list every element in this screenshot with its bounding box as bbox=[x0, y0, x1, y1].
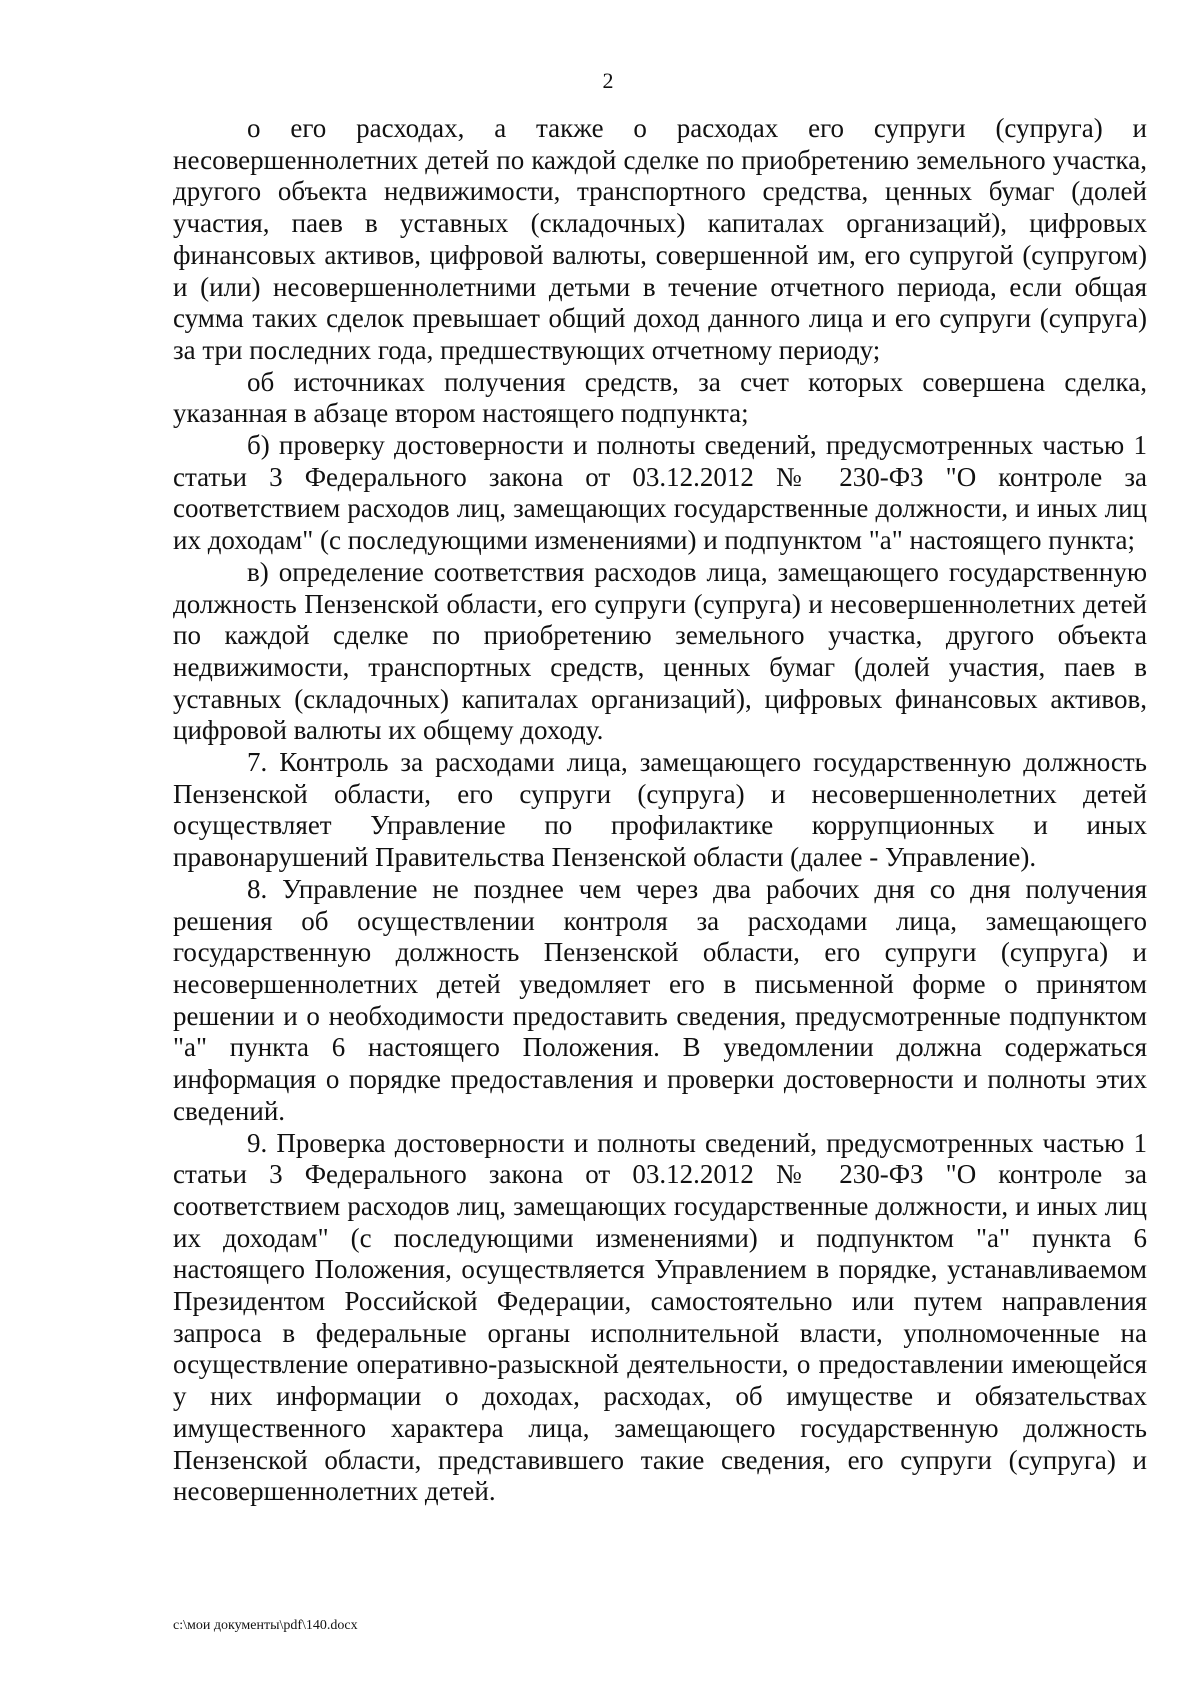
paragraph-sources-of-funds: об источниках получения средств, за счет которых совершена сделка, указанная в абзаце втором настоящего подпункта; bbox=[173, 366, 1147, 429]
paragraph-subitem-v: в) определение соответствия расходов лица, замещающего государственную должность Пензенской области, его супруги (супруга) и несовершеннолетних детей по каждой сделке по приобретению земельного участка, другого объекта недвижимости, транспортных средств, ценных бумаг (долей участия, паев в уставных (складочных) капиталах организаций), цифровых финансовых активов, цифровой валюты их общему доходу. bbox=[173, 556, 1147, 746]
paragraph-item-8: 8. Управление не позднее чем через два рабочих дня со дня получения решения об осуществлении контроля за расходами лица, замещающего государственную должность Пензенской области, его супруги (супруга) и несовершеннолетних детей уведомляет его в письменной форме о принятом решении и о необходимости предоставить сведения, предусмотренные подпунктом "а" пункта 6 настоящего Положения. В уведомлении должна содержаться информация о порядке предоставления и проверки достоверности и полноты этих сведений. bbox=[173, 873, 1147, 1126]
footer-file-path: c:\мои документы\pdf\140.docx bbox=[173, 1618, 358, 1633]
paragraph-item-7: 7. Контроль за расходами лица, замещающего государственную должность Пензенской области, его супруги (супруга) и несовершеннолетних детей осуществляет Управление по профилактике коррупционных и иных правонарушений Правительства Пензенской области (далее - Управление). bbox=[173, 747, 1147, 873]
document-body bbox=[173, 113, 1147, 1508]
paragraph-subitem-b: б) проверку достоверности и полноты сведений, предусмотренных частью 1 статьи 3 Федерального закона от 03.12.2012 № 230-ФЗ "О контроле за соответствием расходов лиц, замещающих государственные должности, и иных лиц их доходам" (с последующими изменениями) и подпунктом "а" настоящего пункта; bbox=[173, 430, 1147, 556]
page-number: 2 bbox=[602, 68, 614, 93]
paragraph-expenses: о его расходах, а также о расходах его супруги (супруга) и несовершеннолетних детей по каждой сделке по приобретению земельного участка, другого объекта недвижимости, транспортного средства, ценных бумаг (долей участия, паев в уставных (складочных) капиталах организаций), цифровых финансовых активов, цифровой валюты, совершенной им, его супругой (супругом) и (или) несовершеннолетними детьми в течение отчетного периода, если общая сумма таких сделок превышает общий доход данного лица и его супруги (супруга) за три последних года, предшествующих отчетному периоду; bbox=[173, 113, 1147, 365]
paragraph-item-9: 9. Проверка достоверности и полноты сведений, предусмотренных частью 1 статьи 3 Федерального закона от 03.12.2012 № 230-ФЗ "О контроле за соответствием расходов лиц, замещающих государственные должности, и иных лиц их доходам" (с последующими изменениями) и подпунктом "а" пункта 6 настоящего Положения, осуществляется Управлением в порядке, устанавливаемом Президентом Российской Федерации, самостоятельно или путем направления запроса в федеральные органы исполнительной власти, уполномоченные на осуществление оперативно-разыскной деятельности, о предоставлении имеющейся у них информации о доходах, расходах, об имуществе и обязательствах имущественного характера лица, замещающего государственную должность Пензенской области, представившего такие сведения, его супруги (супруга) и несовершеннолетних детей. bbox=[173, 1127, 1147, 1507]
